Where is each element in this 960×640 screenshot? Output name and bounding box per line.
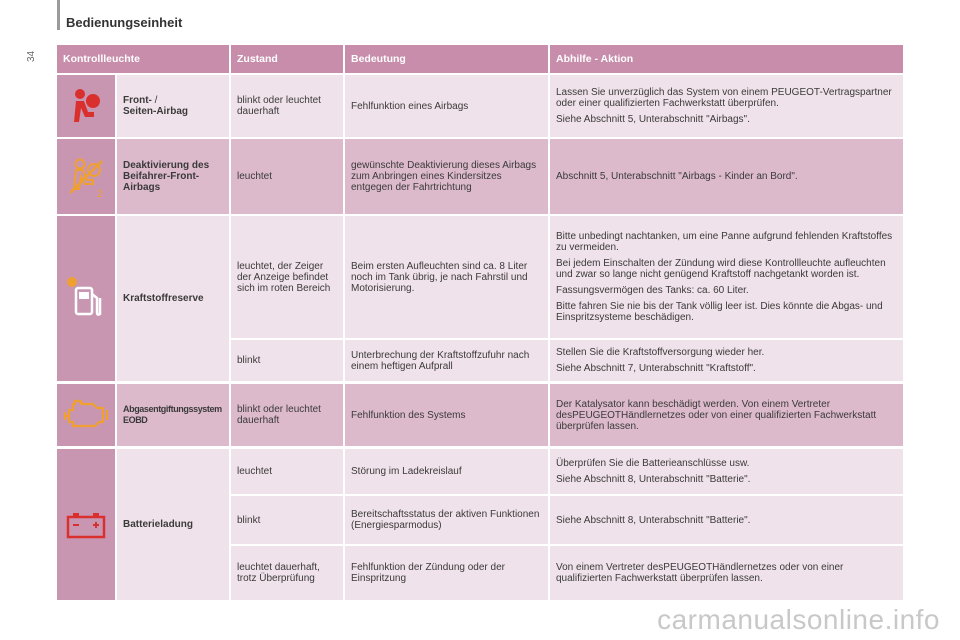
airbag-abhilfe xyxy=(550,75,903,137)
deactivation-abhilfe: Abschnitt 5, Unterabschnitt "Airbags - Kinder an Bord". xyxy=(550,139,903,214)
deactivation-zustand: leuchtet xyxy=(231,139,343,214)
battery-bedeutung-3: Fehlfunktion der Zündung oder der Einspritzung xyxy=(345,546,548,600)
battery-zustand-1: leuchtet xyxy=(231,449,343,494)
fuel-abhilfe-line: Siehe Abschnitt 7, Unterabschnitt "Kraftstoff". xyxy=(556,363,756,374)
engine-check-icon xyxy=(63,398,109,432)
battery-icon xyxy=(66,511,106,539)
column-header-zustand: Zustand xyxy=(231,45,343,73)
svg-text:2: 2 xyxy=(97,188,103,199)
column-header-bedeutung: Bedeutung xyxy=(345,45,548,73)
eobd-label-line2: EOBD xyxy=(123,415,148,425)
fuel-abhilfe-2 xyxy=(550,340,903,381)
fuel-abhilfe-line: Fassungsvermögen des Tanks: ca. 60 Liter. xyxy=(556,285,749,296)
battery-abhilfe-1 xyxy=(550,449,903,494)
airbag-abhilfe-line: Siehe Abschnitt 5, Unterabschnitt "Airbags". xyxy=(556,114,750,125)
eobd-zustand: blinkt oder leuchtet dauerhaft xyxy=(231,384,343,446)
fuel-bedeutung-2: Unterbrechung der Kraftstoffzufuhr nach einem heftigen Aufprall xyxy=(345,340,548,381)
battery-abhilfe-line: Überprüfen Sie die Batterieanschlüsse usw. xyxy=(556,458,750,469)
airbag-abhilfe-line: Lassen Sie unverzüglich das System von einem PEUGEOT-Vertragspartner oder einer qualifizierten Fachwerkstatt überprüfen. xyxy=(556,87,892,109)
airbag-label-cell xyxy=(117,75,229,137)
battery-bedeutung-2: Bereitschaftsstatus der aktiven Funktionen (Energiesparmodus) xyxy=(345,496,548,544)
airbag-label-line2: Seiten-Airbag xyxy=(123,106,189,117)
fuel-abhilfe-line: Bitte unbedingt nachtanken, um eine Panne aufgrund fehlenden Kraftstoffes zu vermeiden. xyxy=(556,231,893,253)
battery-label: Batterieladung xyxy=(117,449,229,600)
eobd-label-cell xyxy=(117,384,229,446)
fuel-abhilfe-line: Bei jedem Einschalten der Zündung wird diese Kontrollleuchte aufleuchten und zwar so lange nicht genügend Kraftstoff nachgetankt worden ist. xyxy=(556,258,886,280)
battery-zustand-2: blinkt xyxy=(231,496,343,544)
column-header-kontrollleuchte: Kontrollleuchte xyxy=(57,45,229,73)
fuel-abhilfe-line: Bitte fahren Sie nie bis der Tank völlig leer ist. Dies könnte die Abgas- und Einspritzsysteme beschädigen. xyxy=(556,301,883,323)
battery-zustand-3: leuchtet dauerhaft, trotz Überprüfung xyxy=(231,546,343,600)
fuel-abhilfe-1 xyxy=(550,216,903,338)
column-header-abhilfe: Abhilfe - Aktion xyxy=(550,45,903,73)
airbag-off-icon xyxy=(64,155,108,199)
fuel-zustand-2: blinkt xyxy=(231,340,343,381)
fuel-pump-icon xyxy=(64,274,108,324)
battery-icon-cell xyxy=(57,449,115,600)
battery-abhilfe-3: Von einem Vertreter desPEUGEOTHändlernetzes oder von einer qualifizierten Fachwerkstatt überprüfen lassen. xyxy=(550,546,903,600)
airbag-person-icon xyxy=(66,86,106,126)
battery-abhilfe-2: Siehe Abschnitt 8, Unterabschnitt "Batterie". xyxy=(550,496,903,544)
eobd-abhilfe: Der Katalysator kann beschädigt werden. Von einem Vertreter desPEUGEOTHändlernetzes oder von einer qualifizierten Fachwerkstatt überprüfen lassen. xyxy=(550,384,903,446)
watermark: carmanualsonline.info xyxy=(657,604,940,635)
airbag-zustand: blinkt oder leuchtet dauerhaft xyxy=(231,75,343,137)
battery-abhilfe-line: Siehe Abschnitt 8, Unterabschnitt "Batterie". xyxy=(556,474,751,485)
airbag-off-icon-cell xyxy=(57,139,115,214)
battery-bedeutung-1: Störung im Ladekreislauf xyxy=(345,449,548,494)
fuel-abhilfe-line: Stellen Sie die Kraftstoffversorgung wieder her. xyxy=(556,347,765,358)
page-number: 34 xyxy=(26,50,37,62)
airbag-label-bold: Front- xyxy=(123,95,152,106)
fuel-bedeutung-1: Beim ersten Aufleuchten sind ca. 8 Liter noch im Tank übrig, je nach Fahrstil und Motorisierung. xyxy=(345,216,548,338)
fuel-zustand-1: leuchtet, der Zeiger der Anzeige befindet sich im roten Bereich xyxy=(231,216,343,338)
deactivation-label: Deaktivierung des Beifahrer-Front-Airbags xyxy=(117,139,229,214)
eobd-bedeutung: Fehlfunktion des Systems xyxy=(345,384,548,446)
header-accent-bar xyxy=(57,0,60,30)
airbag-bedeutung: Fehlfunktion eines Airbags xyxy=(345,75,548,137)
deactivation-bedeutung: gewünschte Deaktivierung dieses Airbags zum Anbringen eines Kindersitzes entgegen der Fahrtrichtung xyxy=(345,139,548,214)
airbag-warning-icon-cell xyxy=(57,75,115,137)
eobd-label-line1: Abgasentgiftungssystem xyxy=(123,404,222,414)
fuel-icon-cell xyxy=(57,216,115,381)
page-title: Bedienungseinheit xyxy=(66,15,183,30)
engine-icon-cell xyxy=(57,384,115,446)
fuel-label: Kraftstoffreserve xyxy=(117,216,229,381)
airbag-label-rest: / xyxy=(151,95,158,106)
